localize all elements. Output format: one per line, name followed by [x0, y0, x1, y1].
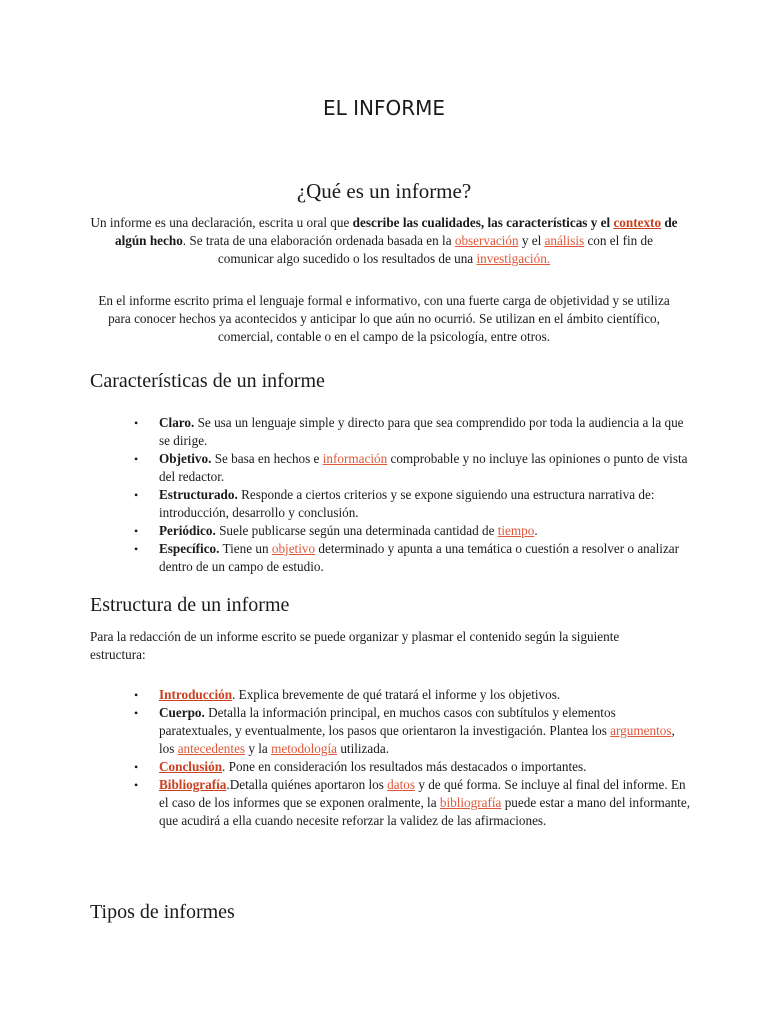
- item-text: , los: [159, 723, 675, 756]
- item-text: determinado y apunta a una temática o cuestión a resolver o analizar dentro de un campo de estudio.: [159, 541, 680, 574]
- list-item: [90, 414, 690, 450]
- link-conclusion[interactable]: Conclusión: [159, 759, 223, 774]
- item-term: Periódico.: [159, 523, 216, 538]
- text: y el: [518, 233, 545, 248]
- heading-tipos: Tipos de informes: [90, 901, 235, 923]
- heading-que-es: ¿Qué es un informe?: [296, 179, 472, 203]
- item-text: .Detalla quiénes aportaron los: [226, 777, 388, 792]
- heading-estructura: Estructura de un informe: [90, 594, 290, 616]
- item-text: Responde a ciertos criterios y se expone siguiendo una estructura narrativa de: introducción, desarrollo y conclusión.: [159, 487, 655, 520]
- list-item: [90, 758, 690, 776]
- text: Un informe es una declaración, escrita u oral que: [90, 215, 353, 230]
- list-item: [90, 486, 690, 522]
- document-title: EL INFORME: [322, 96, 446, 120]
- link-metodologia[interactable]: metodología: [271, 741, 338, 756]
- paragraph-informe-escrito: En el informe escrito prima el lenguaje formal e informativo, con una fuerte carga de objetividad y se utiliza para conocer hechos ya acontecidos y anticipar lo que aún no ocurrió. Se utilizan en el ámbito científico, comercial, contable o en el campo de la psicología, entre otros.: [98, 293, 670, 344]
- item-term: Específico.: [159, 541, 220, 556]
- item-text: puede estar a mano del informante, que acudirá a ella cuando necesite reforzar la validez de las afirmaciones.: [159, 795, 690, 828]
- item-text: comprobable y no incluye las opiniones o punto de vista del redactor.: [159, 451, 688, 484]
- link-argumentos[interactable]: argumentos: [610, 723, 672, 738]
- item-text: . Explica brevemente de qué tratará el informe y los objetivos.: [232, 687, 561, 702]
- list-item: [90, 704, 690, 758]
- item-term: Estructurado.: [159, 487, 238, 502]
- item-text: .: [534, 523, 538, 538]
- list-item: [90, 776, 690, 830]
- link-contexto[interactable]: contexto: [613, 215, 662, 230]
- text: con el fin de comunicar algo sucedido o los resultados de una: [217, 233, 653, 266]
- bold-text: describe las cualidades, las características y el: [352, 215, 614, 230]
- link-objetivo[interactable]: objetivo: [271, 541, 316, 556]
- heading-caracteristicas: Características de un informe: [90, 370, 325, 392]
- text: . Se trata de una elaboración ordenada basada en la: [182, 233, 455, 248]
- list-estructura: [90, 686, 690, 830]
- link-analisis[interactable]: análisis: [544, 233, 585, 248]
- link-antecedentes[interactable]: antecedentes: [177, 741, 246, 756]
- item-term: Claro.: [159, 415, 195, 430]
- item-text: y la: [245, 741, 272, 756]
- item-text: utilizada.: [337, 741, 390, 756]
- paragraph-definition: [88, 214, 680, 268]
- link-bibliografia[interactable]: bibliografía: [439, 795, 502, 810]
- item-text: Suele publicarse según una determinada cantidad de: [215, 523, 498, 538]
- list-item: [90, 522, 690, 540]
- item-term: Objetivo.: [159, 451, 212, 466]
- link-datos[interactable]: datos: [387, 777, 416, 792]
- item-text: Detalla la información principal, en muchos casos con subtítulos y elementos paratextuales, y eventualmente, los pasos que orientaron la investigación. Plantea los: [159, 705, 616, 738]
- list-item: [90, 540, 690, 576]
- link-introduccion[interactable]: Introducción: [159, 687, 233, 702]
- item-text: Se basa en hechos e: [211, 451, 323, 466]
- link-investigacion[interactable]: investigación.: [476, 251, 551, 266]
- list-item: [90, 450, 690, 486]
- item-text: Tiene un: [219, 541, 272, 556]
- list-caracteristicas: [90, 414, 690, 576]
- link-tiempo[interactable]: tiempo: [497, 523, 535, 538]
- paragraph-estructura-intro: Para la redacción de un informe escrito se puede organizar y plasmar el contenido según la siguiente estructura:: [90, 629, 620, 662]
- item-text: Se usa un lenguaje simple y directo para que sea comprendido por toda la audiencia a la que se dirige.: [159, 415, 684, 448]
- bold-text: de algún hecho: [115, 215, 678, 248]
- list-item: [90, 686, 690, 704]
- item-text: . Pone en consideración los resultados más destacados o importantes.: [222, 759, 587, 774]
- item-term: Cuerpo.: [159, 705, 205, 720]
- link-informacion[interactable]: información: [322, 451, 388, 466]
- link-observacion[interactable]: observación: [454, 233, 519, 248]
- link-bibliografia-term[interactable]: Bibliografía: [159, 777, 227, 792]
- item-text: y de qué forma. Se incluye al final del informe. En el caso de los informes que se exponen oralmente, la: [159, 777, 686, 810]
